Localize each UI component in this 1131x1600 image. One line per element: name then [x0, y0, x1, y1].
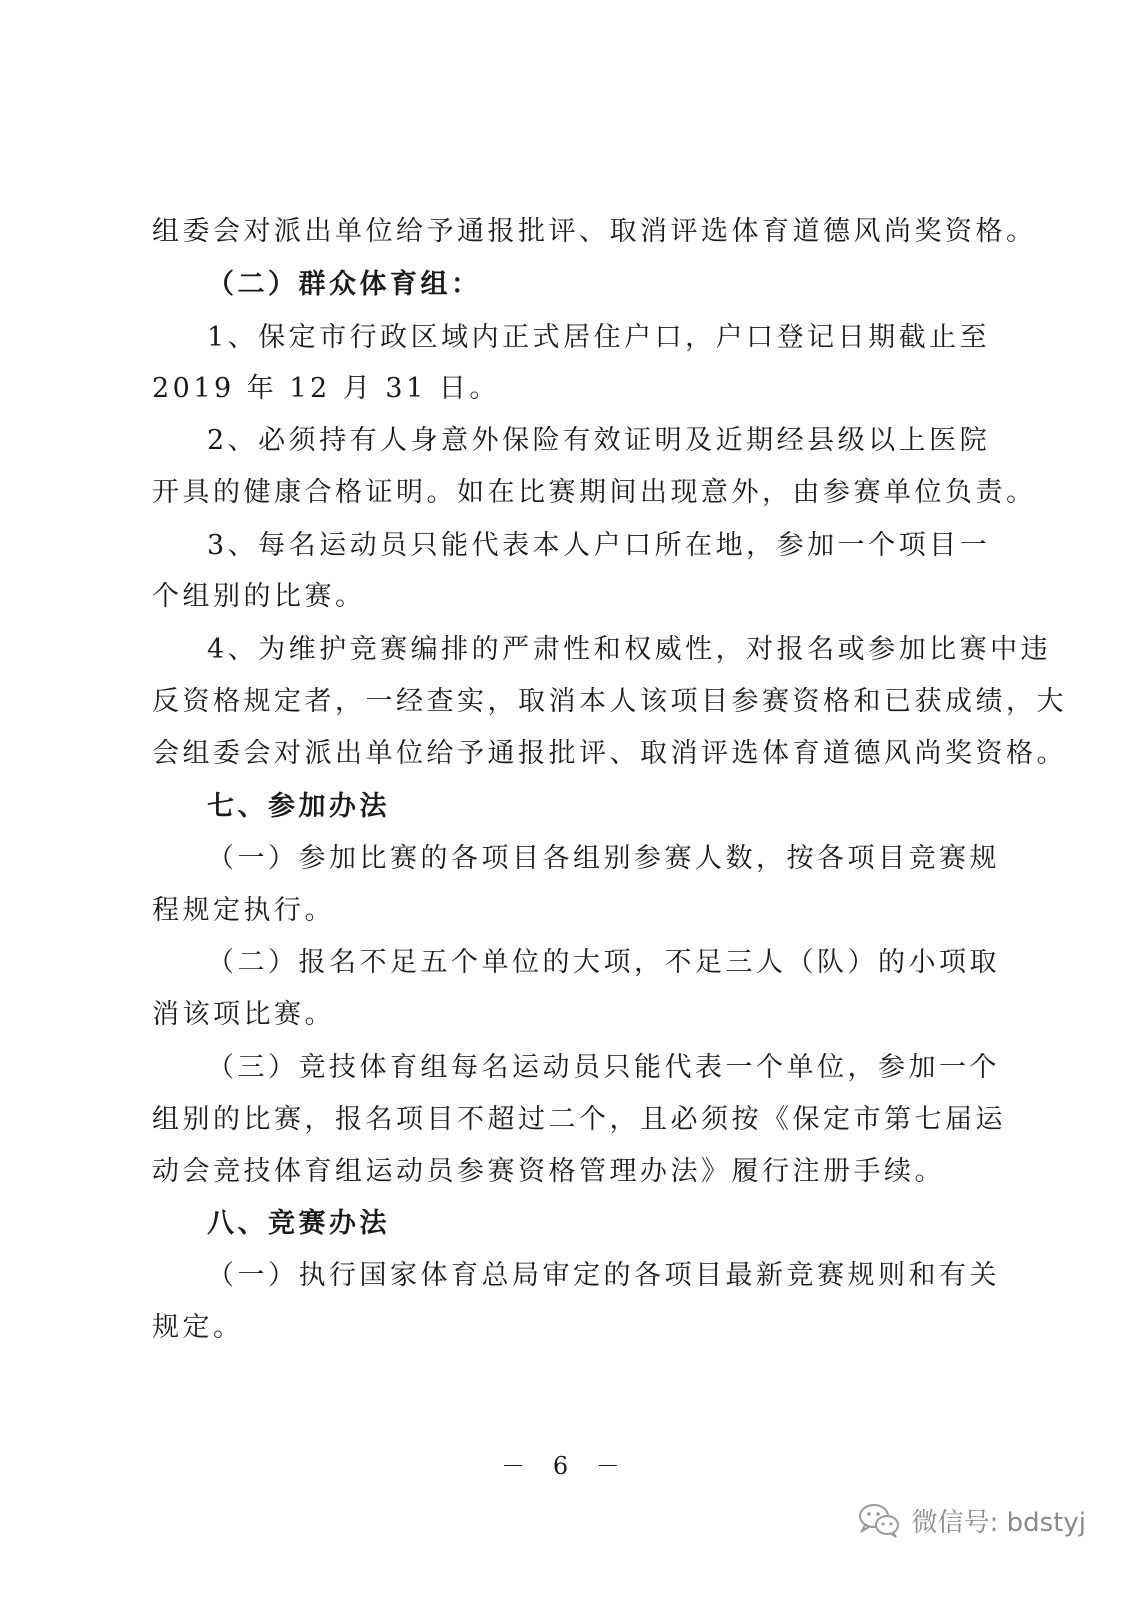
- text-line: 消该项比赛。: [152, 999, 335, 1030]
- text-line: 4、为维护竞赛编排的严肃性和权威性，对报名或参加比赛中违: [207, 634, 1052, 665]
- text-line: 开具的健康合格证明。如在比赛期间出现意外，由参赛单位负责。: [152, 477, 1037, 508]
- text-line: 1、保定市行政区域内正式居住户口，户口登记日期截止至: [207, 322, 991, 353]
- text-line: 会组委会对派出单位给予通报批评、取消评选体育道德风尚奖资格。: [152, 738, 1067, 769]
- watermark-text: 微信号: bdstyj: [911, 1507, 1086, 1538]
- section-heading: 八、竞赛办法: [207, 1208, 390, 1239]
- text-line: 组委会对派出单位给予通报批评、取消评选体育道德风尚奖资格。: [152, 216, 1037, 247]
- text-line: （一）参加比赛的各项目各组别参赛人数，按各项目竞赛规: [207, 843, 1000, 874]
- text-line: 个组别的比赛。: [152, 581, 366, 612]
- section-heading: 七、参加办法: [207, 791, 390, 822]
- text-line: （一）执行国家体育总局审定的各项目最新竞赛规则和有关: [207, 1260, 1000, 1291]
- text-line: （二）报名不足五个单位的大项，不足三人（队）的小项取: [207, 947, 1000, 978]
- text-line: 3、每名运动员只能代表本人户口所在地，参加一个项目一: [207, 530, 991, 561]
- text-line: （三）竞技体育组每名运动员只能代表一个单位，参加一个: [207, 1052, 1000, 1083]
- wechat-icon: [856, 1500, 902, 1540]
- text-line: 组别的比赛，报名项目不超过二个，且必须按《保定市第七届运: [152, 1104, 1006, 1135]
- text-line: 2、必须持有人身意外保险有效证明及近期经县级以上医院: [207, 425, 991, 456]
- text-line: 程规定执行。: [152, 895, 335, 926]
- text-line: 2019 年 12 月 31 日。: [152, 373, 500, 404]
- wechat-watermark: [856, 1500, 1086, 1540]
- text-line: 规定。: [152, 1312, 244, 1343]
- text-line: 反资格规定者，一经查实，取消本人该项目参赛资格和已获成绩，大: [152, 686, 1067, 717]
- text-line: 动会竞技体育组运动员参赛资格管理办法》履行注册手续。: [152, 1156, 945, 1187]
- page-number: － 6 －: [501, 1452, 630, 1480]
- section-heading: （二）群众体育组：: [207, 269, 482, 300]
